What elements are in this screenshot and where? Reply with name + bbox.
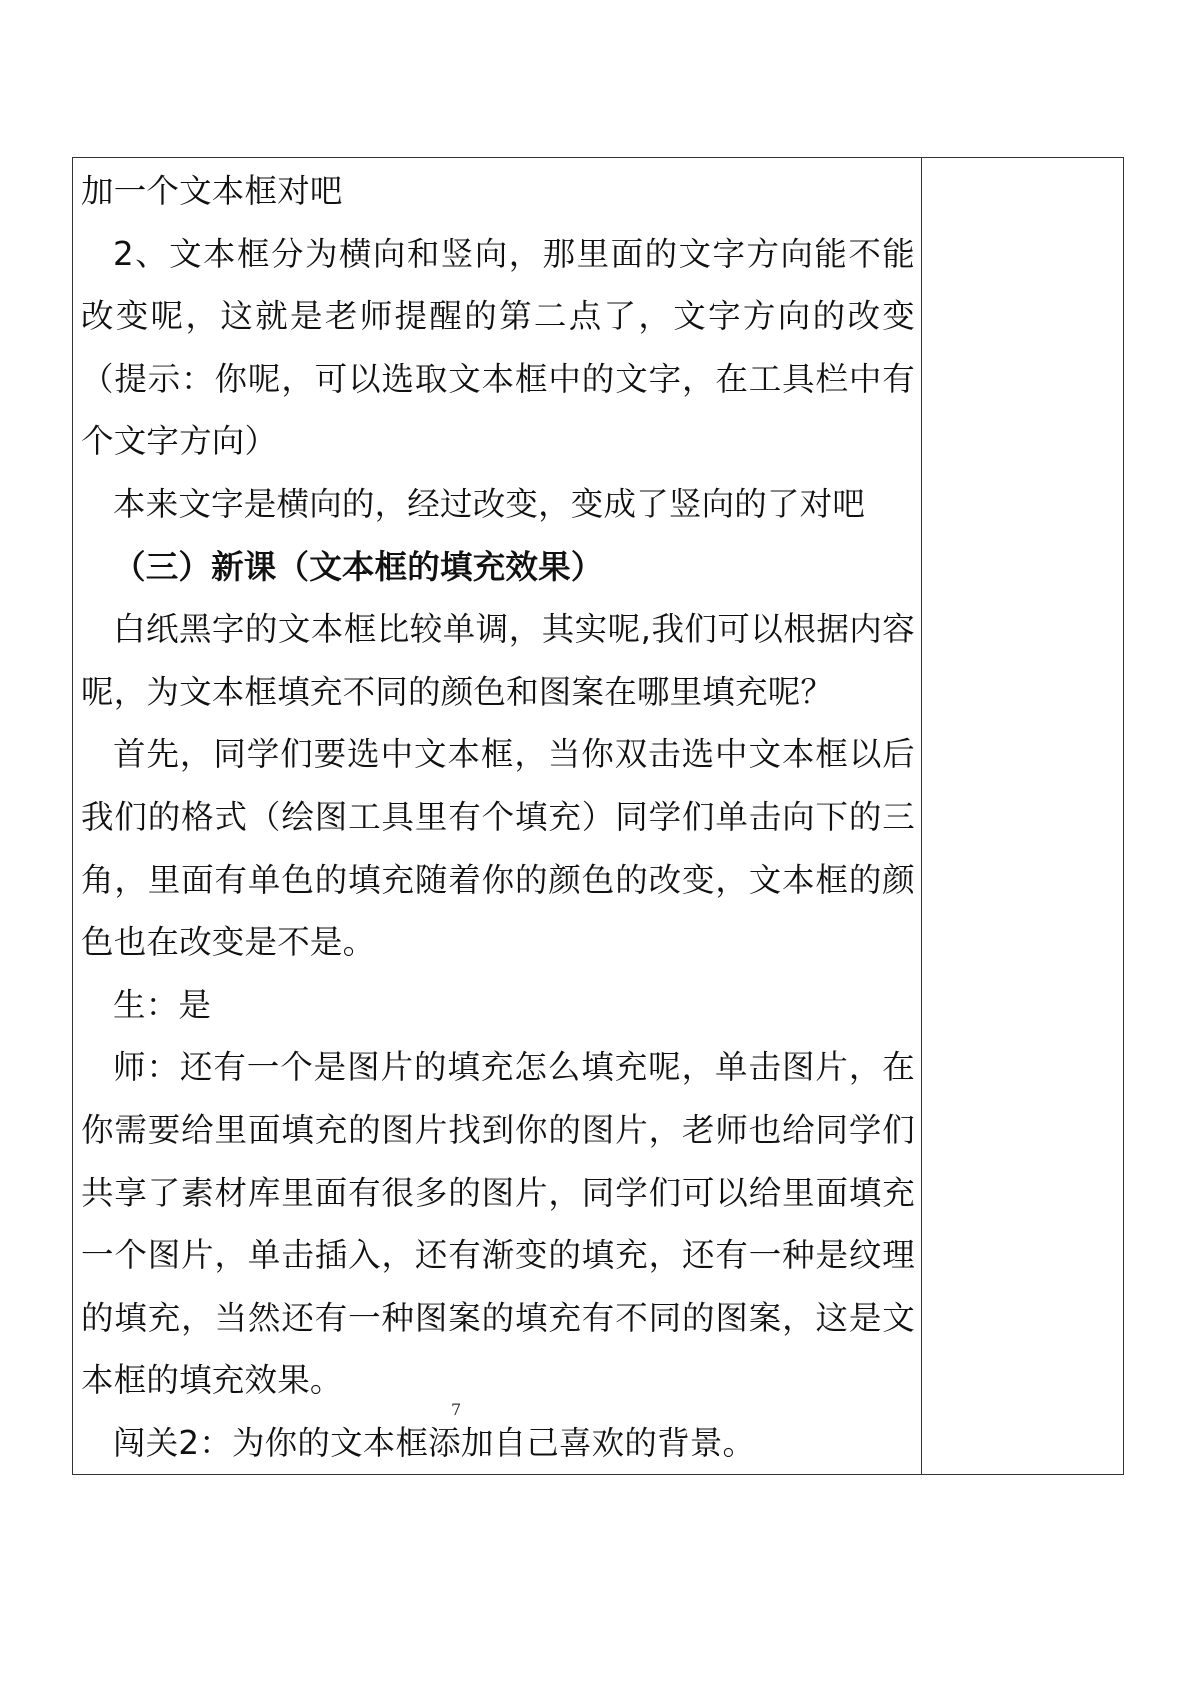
paragraph-teacher-explanation: 师：还有一个是图片的填充怎么填充呢，单击图片，在你需要给里面填充的图片找到你的图片，老师也给同学们共享了素材库里面有很多的图片，同学们可以给里面填充一个图片，单击插入，还有渐变的填充，还有一种是纹理的填充，当然还有一种图案的填充有不同的图案，这是文本框的填充效果。 xyxy=(81,1048,915,1400)
notes-cell xyxy=(923,158,1123,1474)
paragraph-fill-intro: 白纸黑字的文本框比较单调，其实呢,我们可以根据内容呢，为文本框填充不同的颜色和图案在哪里填充呢？ xyxy=(81,610,915,711)
paragraph-continuation: 加一个文本框对吧 xyxy=(81,172,343,210)
lesson-content-cell xyxy=(81,158,915,1474)
paragraph-fill-steps: 首先，同学们要选中文本框，当你双击选中文本框以后我们的格式（绘图工具里有个填充）同学们单击向下的三角，里面有单色的填充随着你的颜色的改变，文本框的颜色也在改变是不是。 xyxy=(81,735,915,962)
paragraph-challenge: 闯关2：为你的文本框添加自己喜欢的背景。 xyxy=(113,1423,756,1462)
paragraph-text-direction: 2、文本框分为横向和竖向，那里面的文字方向能不能改变呢，这就是老师提醒的第二点了，文字方向的改变（提示：你呢，可以选取文本框中的文字，在工具栏中有个文字方向） xyxy=(81,234,915,461)
paragraph-student-reply: 生：是 xyxy=(113,985,212,1024)
section-heading: （三）新课（文本框的填充效果） xyxy=(113,547,604,586)
paragraph-direction-result: 本来文字是横向的，经过改变，变成了竖向的了对吧 xyxy=(113,484,866,523)
lesson-table xyxy=(72,157,1124,1475)
column-divider xyxy=(921,158,922,1474)
page-number: 7 xyxy=(451,1400,462,1419)
